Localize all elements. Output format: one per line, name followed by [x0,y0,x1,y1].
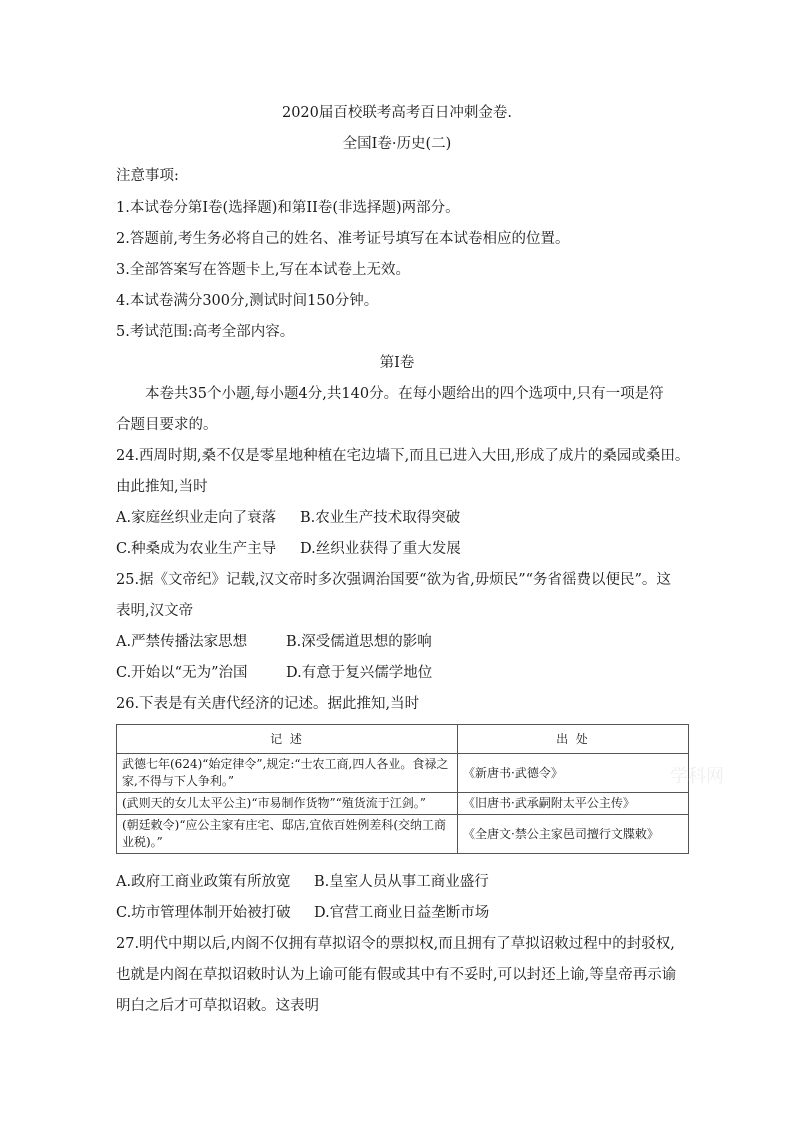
q24-option-d[interactable]: D.丝织业获得了重大发展 [300,541,461,557]
section-intro-cont: 合题目要求的。 [116,417,218,433]
question-27-stem-cont: 也就是内阁在草拟诏敕时认为上谕可能有假或其中有不妥时,可以封还上谕,等皇帝再示谕 [116,967,677,983]
q24-option-b[interactable]: B.农业生产技术取得突破 [300,510,461,526]
watermark: 学科网 [670,766,724,787]
section-intro: 本卷共35个小题,每小题4分,共140分。在每小题给出的四个选项中,只有一项是符 [145,386,664,402]
note-item: 3.全部答案写在答题卡上,写在本试卷上无效。 [116,262,410,278]
exam-title: 2020届百校联考高考百日冲刺金卷. [281,105,512,121]
q26-option-d[interactable]: D.官营工商业日益垄断市场 [314,905,490,921]
note-item: 2.答题前,考生务必将自己的姓名、准考证号填写在本试卷相应的位置。 [116,231,570,247]
note-item: 5.考试范围:高考全部内容。 [116,324,295,340]
source-cell: 《旧唐书·武承嗣附太平公主传》 [458,793,689,815]
column-header-source: 出 处 [458,725,689,754]
q24-option-a[interactable]: A.家庭丝织业走向了衰落 [116,510,277,526]
section-title: 第I卷 [379,355,415,371]
table-row [117,815,689,854]
notes-heading: 注意事项: [116,168,179,184]
table-row [117,793,689,815]
source-cell: 《全唐文·禁公主家邑司擅行文牒敕》 [458,815,689,854]
q25-option-b[interactable]: B.深受儒道思想的影响 [286,634,432,650]
table-header-row [117,725,689,754]
note-item: 1.本试卷分第I卷(选择题)和第II卷(非选择题)两部分。 [116,200,460,216]
q25-option-a[interactable]: A.严禁传播法家思想 [116,634,248,650]
q25-option-d[interactable]: D.有意于复兴儒学地位 [286,665,433,681]
q26-option-b[interactable]: B.皇室人员从事工商业盛行 [314,874,489,890]
record-cell: 武德七年(624)“始定律令”,规定:“士农工商,四人各业。食禄之家,不得与下人争利。” [117,754,458,793]
question-24-stem: 24.西周时期,桑不仅是零星地种植在宅边墙下,而且已进入大田,形成了成片的桑园或桑田。 [116,448,690,464]
q24-option-c[interactable]: C.种桑成为农业生产主导 [116,541,277,557]
record-cell: (武则天的女儿太平公主)“市易制作货物”“殖货流于江剑。” [117,793,458,815]
source-cell: 《新唐书·武德令》 [458,754,689,793]
record-cell: (朝廷敕令)“应公主家有庄宅、邸店,宜依百姓例差科(交纳工商业税)。” [117,815,458,854]
question-25-stem-cont: 表明,汉文帝 [116,603,194,619]
question-25-stem: 25.据《文帝纪》记载,汉文帝时多次强调治国要“欲为省,毋烦民”“务省徭费以便民”。这 [116,572,671,588]
question-24-stem-cont: 由此推知,当时 [116,479,208,495]
exam-subtitle: 全国I卷·历史(二) [342,136,452,152]
note-item: 4.本试卷满分300分,测试时间150分钟。 [116,293,379,309]
column-header-record: 记 述 [117,725,458,754]
question-27-stem: 27.明代中期以后,内阁不仅拥有草拟诏令的票拟权,而且拥有了草拟诏敕过程中的封驳权, [116,936,675,952]
question-26-stem: 26.下表是有关唐代经济的记述。据此推知,当时 [116,696,420,712]
question-27-stem-cont: 明白之后才可草拟诏敕。这表明 [116,998,319,1014]
economy-records-table [116,724,689,854]
q26-option-c[interactable]: C.坊市管理体制开始被打破 [116,905,291,921]
table-row [117,754,689,793]
q26-option-a[interactable]: A.政府工商业政策有所放宽 [116,874,291,890]
q25-option-c[interactable]: C.开始以“无为”治国 [116,665,248,681]
